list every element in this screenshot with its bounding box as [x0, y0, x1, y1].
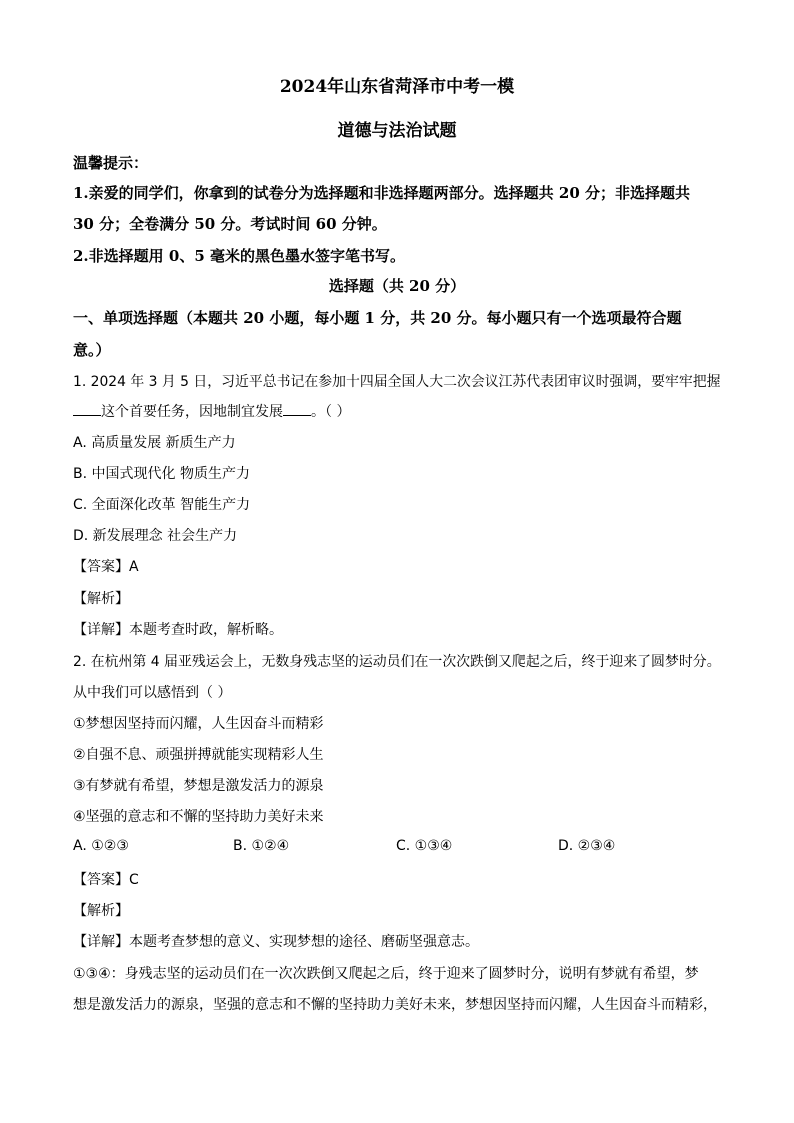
q1-detail [73, 619, 283, 639]
q1-answer-label: 【答案】 [73, 559, 129, 575]
q1-detail-text: 本题考查时政，解析略。 [129, 622, 283, 638]
q1-blank-1 [73, 403, 101, 416]
q1-option-b: B. 中国式现代化 物质生产力 [73, 466, 250, 482]
q2-detail-label: 【详解】 [73, 934, 129, 950]
tips-heading: 温馨提示： [73, 154, 149, 172]
q2-stem-line-2: 从中我们可以感悟到（ ） [73, 685, 232, 701]
q1-answer-value: A [129, 559, 139, 575]
part-heading-line-2: 意。） [73, 341, 111, 359]
q2-answer-label: 【答案】 [73, 872, 129, 888]
q1-stem-line-2 [73, 401, 350, 421]
q2-option-d: D. ②③④ [558, 838, 616, 854]
q1-stem-line-1: 1. 2024 年 3 月 5 日，习近平总书记在参加十四届全国人大二次会议江苏代表团审议时强调，要牢牢把握 [73, 374, 721, 390]
q1-option-c: C. 全面深化改革 智能生产力 [73, 497, 251, 513]
q2-statement-4: ④坚强的意志和不懈的坚持助力美好未来 [73, 809, 324, 825]
exam-title: 2024年山东省菏泽市中考一模 [279, 77, 515, 97]
q1-stem-mid: 这个首要任务，因地制宜发展 [101, 404, 283, 420]
q2-detail-text: 本题考查梦想的意义、实现梦想的途径、磨砺坚强意志。 [129, 934, 479, 950]
section-heading: 选择题（共 20 分） [328, 277, 466, 295]
q1-blank-2 [283, 403, 311, 416]
q2-statement-2: ②自强不息、顽强拼搏就能实现精彩人生 [73, 747, 324, 763]
q2-answer [73, 869, 139, 889]
q2-statement-1: ①梦想因坚持而闪耀，人生因奋斗而精彩 [73, 716, 324, 732]
tips-line-1: 1.亲爱的同学们，你拿到的试卷分为选择题和非选择题两部分。选择题共 20 分；非选择题共 [73, 184, 690, 202]
part-heading-line-1: 一、单项选择题（本题共 20 小题，每小题 1 分，共 20 分。每小题只有一个选项最符合题 [73, 309, 682, 327]
q1-analysis-label: 【解析】 [73, 591, 129, 607]
q2-stem-line-1: 2. 在杭州第 4 届亚残运会上，无数身残志坚的运动员们在一次次跌倒又爬起之后，终于迎来了圆梦时分。 [73, 654, 721, 670]
q1-answer [73, 556, 139, 576]
q1-detail-label: 【详解】 [73, 622, 129, 638]
q1-option-d: D. 新发展理念 社会生产力 [73, 528, 238, 544]
q2-explanation-line-1: ①③④：身残志坚的运动员们在一次次跌倒又爬起之后，终于迎来了圆梦时分，说明有梦就有希望，梦 [73, 966, 699, 982]
q2-statement-3: ③有梦就有希望，梦想是激发活力的源泉 [73, 778, 324, 794]
q1-option-a: A. 高质量发展 新质生产力 [73, 435, 236, 451]
q2-option-a: A. ①②③ [73, 838, 129, 854]
tips-line-2: 30 分；全卷满分 50 分。考试时间 60 分钟。 [73, 215, 387, 233]
q2-detail [73, 931, 479, 951]
q2-analysis-label: 【解析】 [73, 903, 129, 919]
q2-option-b: B. ①②④ [233, 838, 290, 854]
q2-explanation-line-2: 想是激发活力的源泉，坚强的意志和不懈的坚持助力美好未来，梦想因坚持而闪耀，人生因奋斗而精彩， [73, 997, 717, 1013]
q2-answer-value: C [129, 872, 139, 888]
exam-subject: 道德与法治试题 [337, 121, 457, 141]
tips-line-3: 2.非选择题用 0、5 毫米的黑色墨水签字笔书写。 [73, 247, 405, 265]
q1-stem-end: 。（ ） [311, 404, 351, 420]
q2-option-c: C. ①③④ [396, 838, 453, 854]
